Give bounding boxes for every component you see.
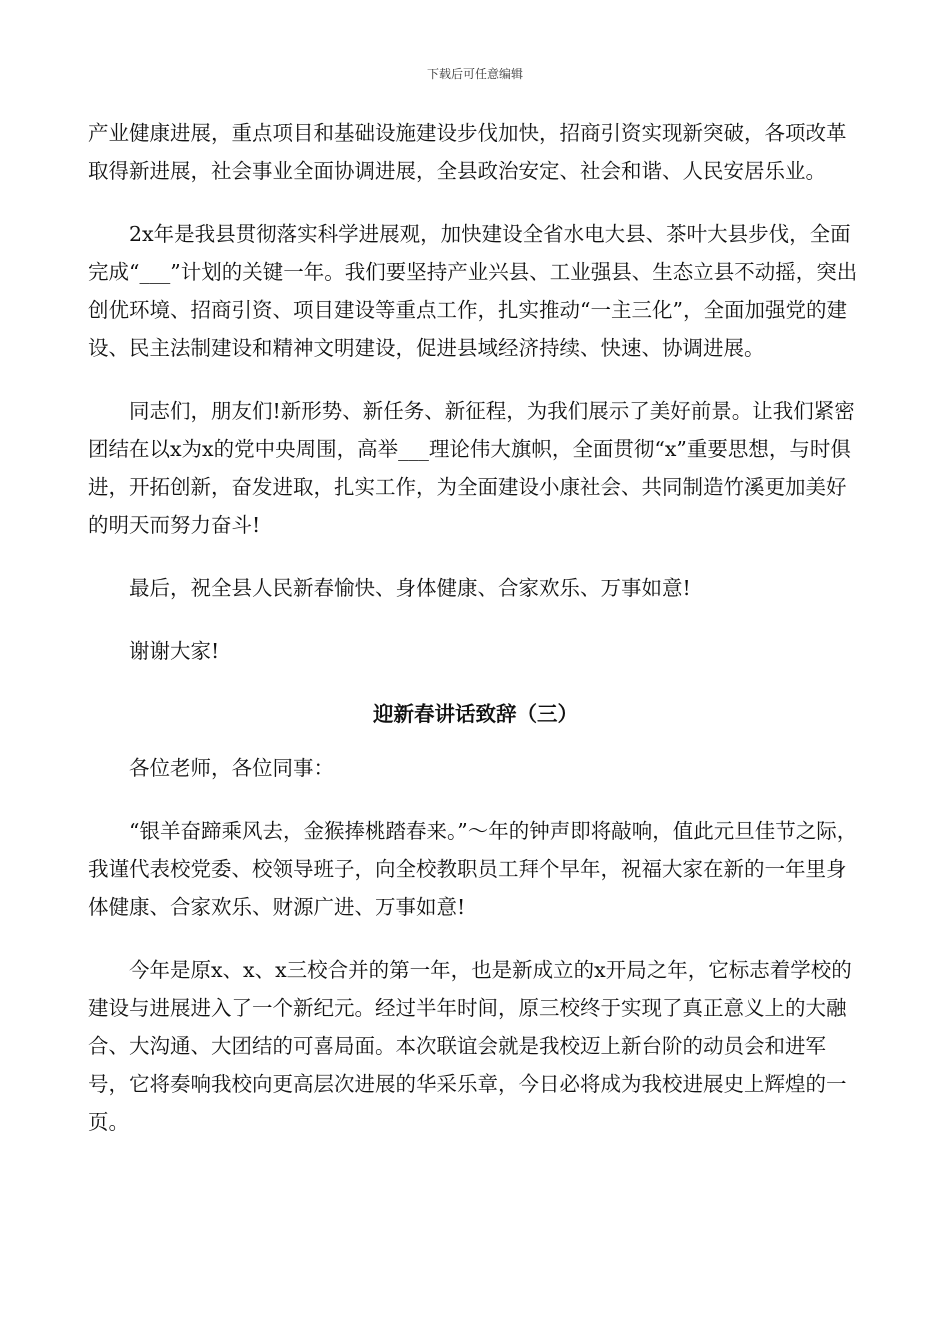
paragraph-2x-year: 2x年是我县贯彻落实科学进展观，加快建设全省水电大县、茶叶大县步伐，全面完成“___”计划的关键一年。我们要坚持产业兴县、工业强县、生态立县不动摇，突出创优环境、招商引资、项目建设等重点工作，扎实推动“一主三化”，全面加强党的建设、民主法制建设和精神文明建设，促进县域经济持续、快速、协调进展。 (88, 222, 858, 360)
paragraph-comrades: 同志们，朋友们!新形势、新任务、新征程，为我们展示了美好前景。让我们紧密团结在以x为x的党中央周围，高举___理论伟大旗帜，全面贯彻“x”重要思想，与时俱进，开拓创新，奋发进取，扎实工作，为全面建设小康社会、共同制造竹溪更加美好的明天而努力奋斗! (88, 399, 855, 537)
paragraph-continuation: 产业健康进展，重点项目和基础设施建设步伐加快，招商引资实现新突破，各项改革取得新进展，社会事业全面协调进展，全县政治安定、社会和谐、人民安居乐业。 (88, 121, 847, 183)
paragraph-wishes: 最后，祝全县人民新春愉快、身体健康、合家欢乐、万事如意! (129, 576, 691, 600)
paragraph-greeting: 各位老师，各位同事： (129, 756, 334, 780)
page-header: 下载后可任意编辑 (426, 67, 523, 81)
paragraph-merger: 今年是原x、x、x三校合并的第一年，也是新成立的x开局之年，它标志着学校的建设与进展进入了一个新纪元。经过半年时间，原三校终于实现了真正意义上的大融合、大沟通、大团结的可喜局面。本次联谊会就是我校迈上新台阶的动员会和进军号，它将奏响我校向更高层次进展的华采乐章，今日必将成为我校进展史上辉煌的一页。 (88, 958, 852, 1134)
document-body (88, 114, 863, 1166)
section-title: 迎新春讲话致辞（三） (373, 702, 578, 726)
paragraph-new-year: “银羊奋蹄乘风去，金猴捧桃踏春来。”～年的钟声即将敲响，值此元旦佳节之际，我谨代表校党委、校领导班子，向全校教职员工拜个早年，祝福大家在新的一年里身体健康、合家欢乐、财源广进、万事如意! (88, 819, 858, 919)
paragraph-thanks: 谢谢大家! (129, 639, 220, 663)
